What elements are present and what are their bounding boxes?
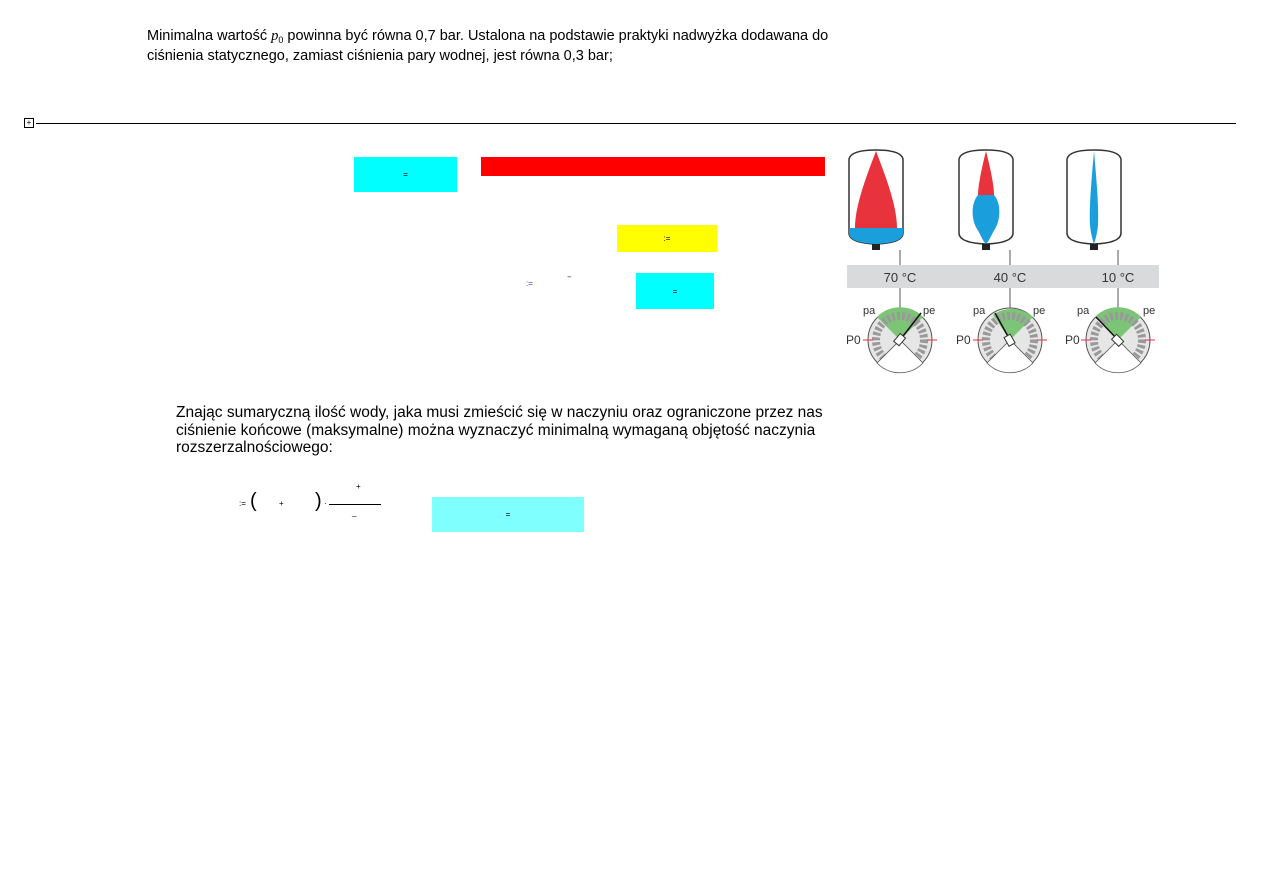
volume-line-1: Znając sumaryczną ilość wody, jaka musi zmieścić się w naczyniu oraz ograniczone przez nas [176,404,823,421]
gauge2-p0-label: P0 [956,333,971,347]
error-highlight-bar[interactable] [481,157,825,176]
gauge1-p0-label: P0 [846,333,861,347]
gauge3-p0-label: P0 [1065,333,1080,347]
volume-line-3: rozszerzalnościowego: [176,439,333,456]
formula-rparen: ) [315,490,322,512]
gauge1-pa-label: pa [863,305,876,317]
vessel-10c [1067,150,1121,250]
intro-line-2: ciśnienia statycznego, zamiast ciśnienia pary wodnej, jest równa 0,3 bar; [147,48,613,64]
equals-operator-2: = [672,286,678,296]
intro-line-1: Minimalna wartość $p_0$ powinna być równa 0,7 bar. Ustalona na podstawie praktyki nadwyżka dodawana do [147,28,829,45]
formula-denominator-minus: _ [352,508,357,517]
definition-box-yellow[interactable] [617,225,717,252]
region-expand-toggle[interactable]: + [24,118,34,128]
gauge2-pa-label: pa [973,305,986,317]
vessel-40c [959,150,1013,250]
result-box-cyan-1[interactable] [354,157,457,192]
gauge2-pe-label: pe [1033,305,1046,317]
formula-plus: + [279,499,284,508]
pressure-gauge-40c [973,308,1047,373]
p-symbol: p [271,28,279,44]
intro-paragraph [147,28,867,64]
equals-operator: = [403,170,408,179]
volume-line-2: ciśnienie końcowe (maksymalne) można wyznaczyć minimalną wymaganą objętość naczynia [176,421,816,439]
result-box-cyan-2[interactable] [636,273,714,309]
assign-operator-2: := [526,279,533,288]
result-box-volume[interactable] [432,497,584,532]
temp-label-10: 10 °C [1101,270,1135,285]
formula-numerator-plus: + [356,482,361,491]
gauge3-pe-label: pe [1143,305,1156,317]
formula-dot: · [324,499,327,508]
gauge3-pa-label: pa [1077,305,1090,317]
gauge1-pe-label: pe [923,305,936,317]
volume-paragraph [176,404,856,457]
vessel-volume-formula[interactable] [236,478,396,528]
vessel-70c [849,150,903,250]
region-separator [36,123,1236,124]
assign-operator: := [663,234,671,243]
expansion-vessel-figure [843,145,1165,375]
pressure-gauge-70c [863,307,937,373]
formula-lparen: ( [250,490,257,512]
fraction-bar: ‾ [568,276,571,285]
temp-label-70: 70 °C [883,270,917,285]
equals-operator-3: = [505,510,511,519]
pressure-gauge-10c [1081,307,1155,373]
p-subscript: 0 [278,35,284,45]
temp-label-40: 40 °C [993,270,1027,285]
formula-assign: := [239,499,246,508]
formula-fraction-line [329,504,381,505]
